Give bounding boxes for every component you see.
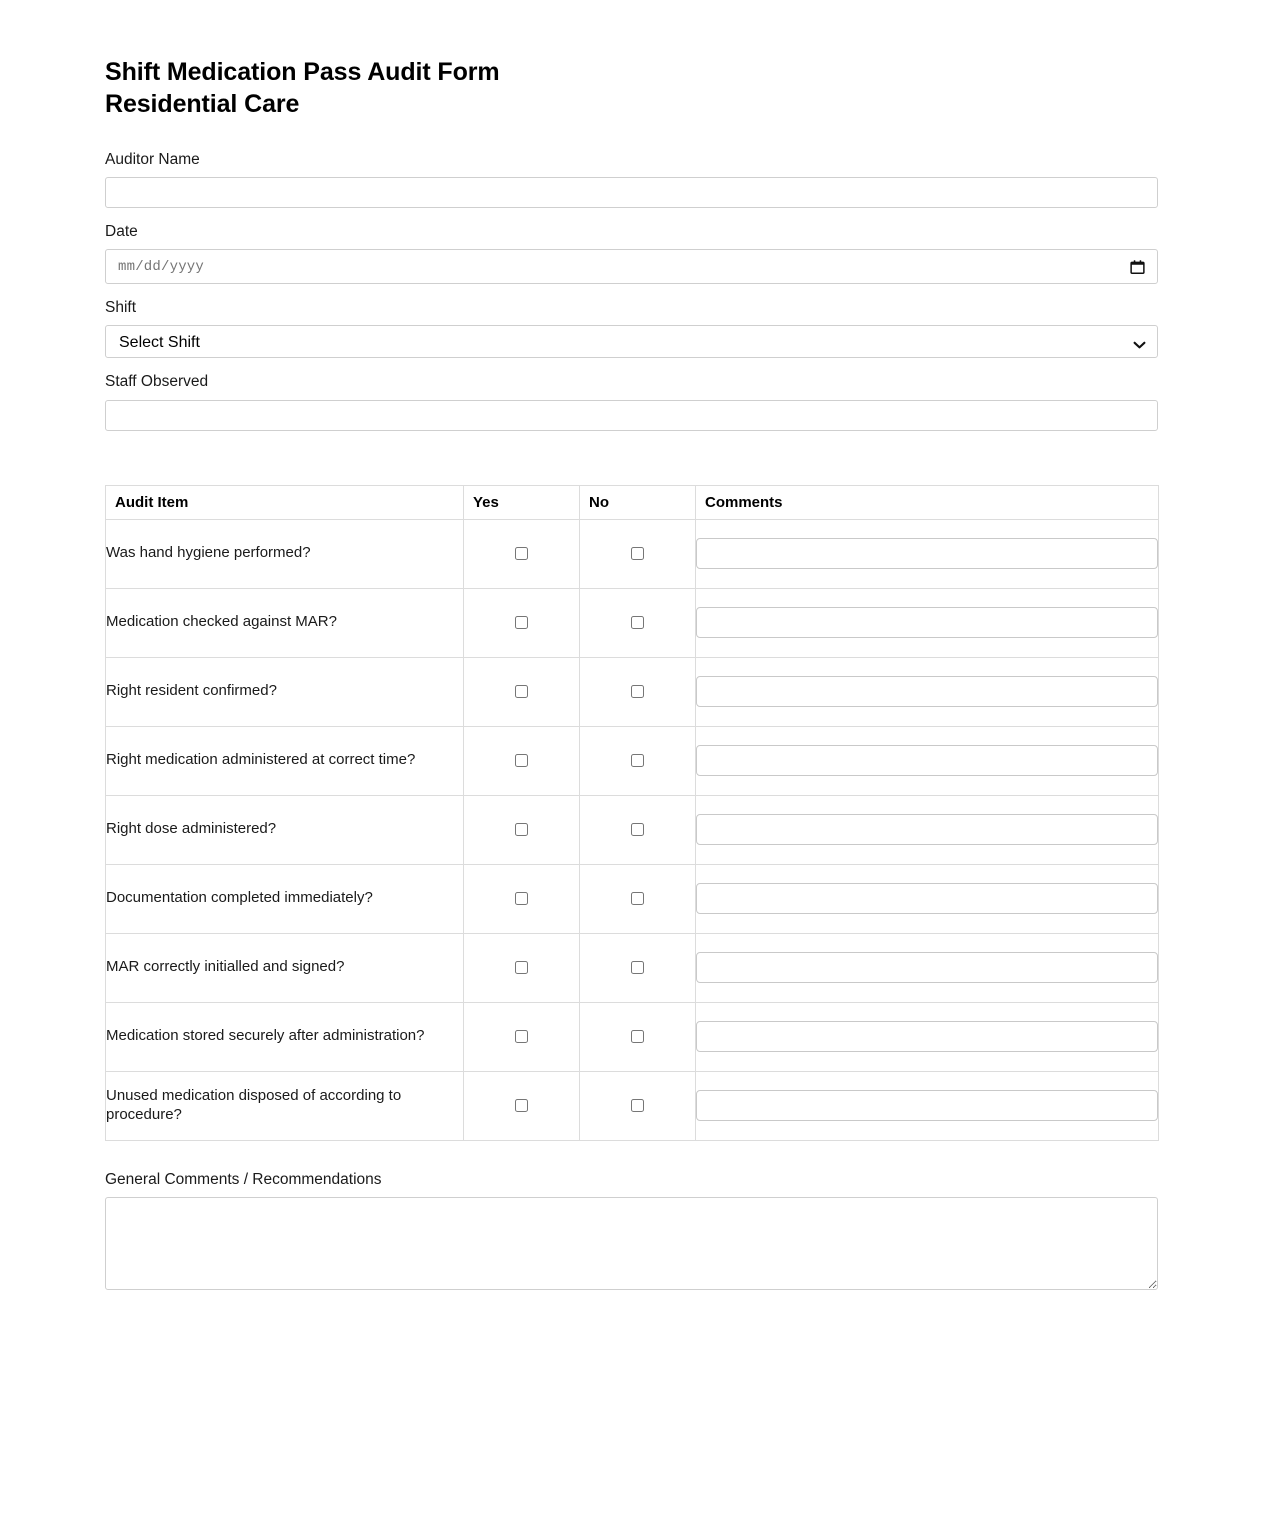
table-row (106, 1071, 1159, 1140)
yes-checkbox-cell (464, 519, 580, 588)
table-row (106, 657, 1159, 726)
no-checkbox[interactable] (631, 685, 644, 698)
page-title-line-1: Shift Medication Pass Audit Form (105, 58, 500, 86)
general-comments-label: General Comments / Recommendations (105, 1170, 382, 1188)
audit-item-label: Right medication administered at correct time? (106, 726, 464, 795)
shift-select-wrapper (105, 325, 1158, 358)
audit-item-label: Unused medication disposed of according to procedure? (106, 1071, 464, 1140)
comment-cell (696, 588, 1159, 657)
no-checkbox[interactable] (631, 547, 644, 560)
yes-checkbox[interactable] (515, 1030, 528, 1043)
audit-table-header-row (106, 485, 1159, 519)
auditor-name-label: Auditor Name (105, 151, 200, 168)
date-label: Date (105, 223, 138, 241)
table-row (106, 933, 1159, 1002)
yes-checkbox-cell (464, 1002, 580, 1071)
table-row (106, 864, 1159, 933)
shift-select[interactable] (105, 325, 1158, 358)
audit-item-label: Right dose administered? (106, 795, 464, 864)
no-checkbox-cell (580, 795, 696, 864)
header-no: No (580, 485, 696, 519)
audit-table (105, 485, 1159, 1141)
yes-checkbox[interactable] (515, 616, 528, 629)
no-checkbox[interactable] (631, 616, 644, 629)
no-checkbox-cell (580, 519, 696, 588)
date-input[interactable] (105, 249, 1158, 284)
table-row (106, 588, 1159, 657)
audit-item-label: Medication stored securely after administration? (106, 1002, 464, 1071)
yes-checkbox-cell (464, 726, 580, 795)
comment-input[interactable] (696, 952, 1158, 983)
yes-checkbox[interactable] (515, 685, 528, 698)
yes-checkbox[interactable] (515, 1099, 528, 1112)
comment-cell (696, 1071, 1159, 1140)
date-input-wrapper (105, 249, 1158, 284)
yes-checkbox-cell (464, 795, 580, 864)
no-checkbox[interactable] (631, 892, 644, 905)
comment-input[interactable] (696, 1090, 1158, 1121)
comment-input[interactable] (696, 745, 1158, 776)
yes-checkbox-cell (464, 657, 580, 726)
yes-checkbox-cell (464, 933, 580, 1002)
auditor-name-input[interactable] (105, 177, 1158, 208)
audit-item-label: Medication checked against MAR? (106, 588, 464, 657)
yes-checkbox[interactable] (515, 547, 528, 560)
yes-checkbox-cell (464, 1071, 580, 1140)
header-audit-item: Audit Item (106, 485, 464, 519)
no-checkbox[interactable] (631, 1030, 644, 1043)
comment-cell (696, 726, 1159, 795)
no-checkbox-cell (580, 657, 696, 726)
comment-input[interactable] (696, 883, 1158, 914)
general-comments-textarea[interactable] (105, 1197, 1158, 1290)
no-checkbox-cell (580, 1002, 696, 1071)
no-checkbox-cell (580, 726, 696, 795)
auditor-name-group (105, 150, 1158, 208)
date-group (105, 222, 1158, 284)
no-checkbox[interactable] (631, 754, 644, 767)
header-yes: Yes (464, 485, 580, 519)
table-row (106, 1002, 1159, 1071)
audit-table-body (106, 519, 1159, 1140)
page-title-line-2: Residential Care (105, 90, 300, 118)
no-checkbox-cell (580, 864, 696, 933)
comment-input[interactable] (696, 814, 1158, 845)
comment-cell (696, 519, 1159, 588)
comment-cell (696, 795, 1159, 864)
table-row (106, 519, 1159, 588)
comment-input[interactable] (696, 538, 1158, 569)
shift-label: Shift (105, 299, 137, 317)
header-comments: Comments (696, 485, 1159, 519)
audit-item-label: Was hand hygiene performed? (106, 519, 464, 588)
yes-checkbox[interactable] (515, 823, 528, 836)
staff-observed-label: Staff Observed (105, 373, 209, 391)
staff-observed-input[interactable] (105, 400, 1158, 431)
yes-checkbox[interactable] (515, 754, 528, 767)
comment-cell (696, 933, 1159, 1002)
yes-checkbox-cell (464, 864, 580, 933)
audit-item-label: Right resident confirmed? (106, 657, 464, 726)
yes-checkbox[interactable] (515, 961, 528, 974)
comment-cell (696, 864, 1159, 933)
yes-checkbox[interactable] (515, 892, 528, 905)
no-checkbox-cell (580, 588, 696, 657)
table-row (106, 795, 1159, 864)
no-checkbox-cell (580, 1071, 696, 1140)
yes-checkbox-cell (464, 588, 580, 657)
comment-cell (696, 1002, 1159, 1071)
shift-group (105, 298, 1158, 358)
no-checkbox[interactable] (631, 823, 644, 836)
table-row (106, 726, 1159, 795)
general-comments-group (105, 1170, 1158, 1290)
no-checkbox-cell (580, 933, 696, 1002)
audit-item-label: MAR correctly initialled and signed? (106, 933, 464, 1002)
staff-observed-group (105, 372, 1158, 430)
no-checkbox[interactable] (631, 1099, 644, 1112)
comment-cell (696, 657, 1159, 726)
comment-input[interactable] (696, 1021, 1158, 1052)
comment-input[interactable] (696, 676, 1158, 707)
audit-table-head (106, 485, 1159, 519)
no-checkbox[interactable] (631, 961, 644, 974)
comment-input[interactable] (696, 607, 1158, 638)
audit-item-label: Documentation completed immediately? (106, 864, 464, 933)
page-title (105, 56, 1158, 120)
